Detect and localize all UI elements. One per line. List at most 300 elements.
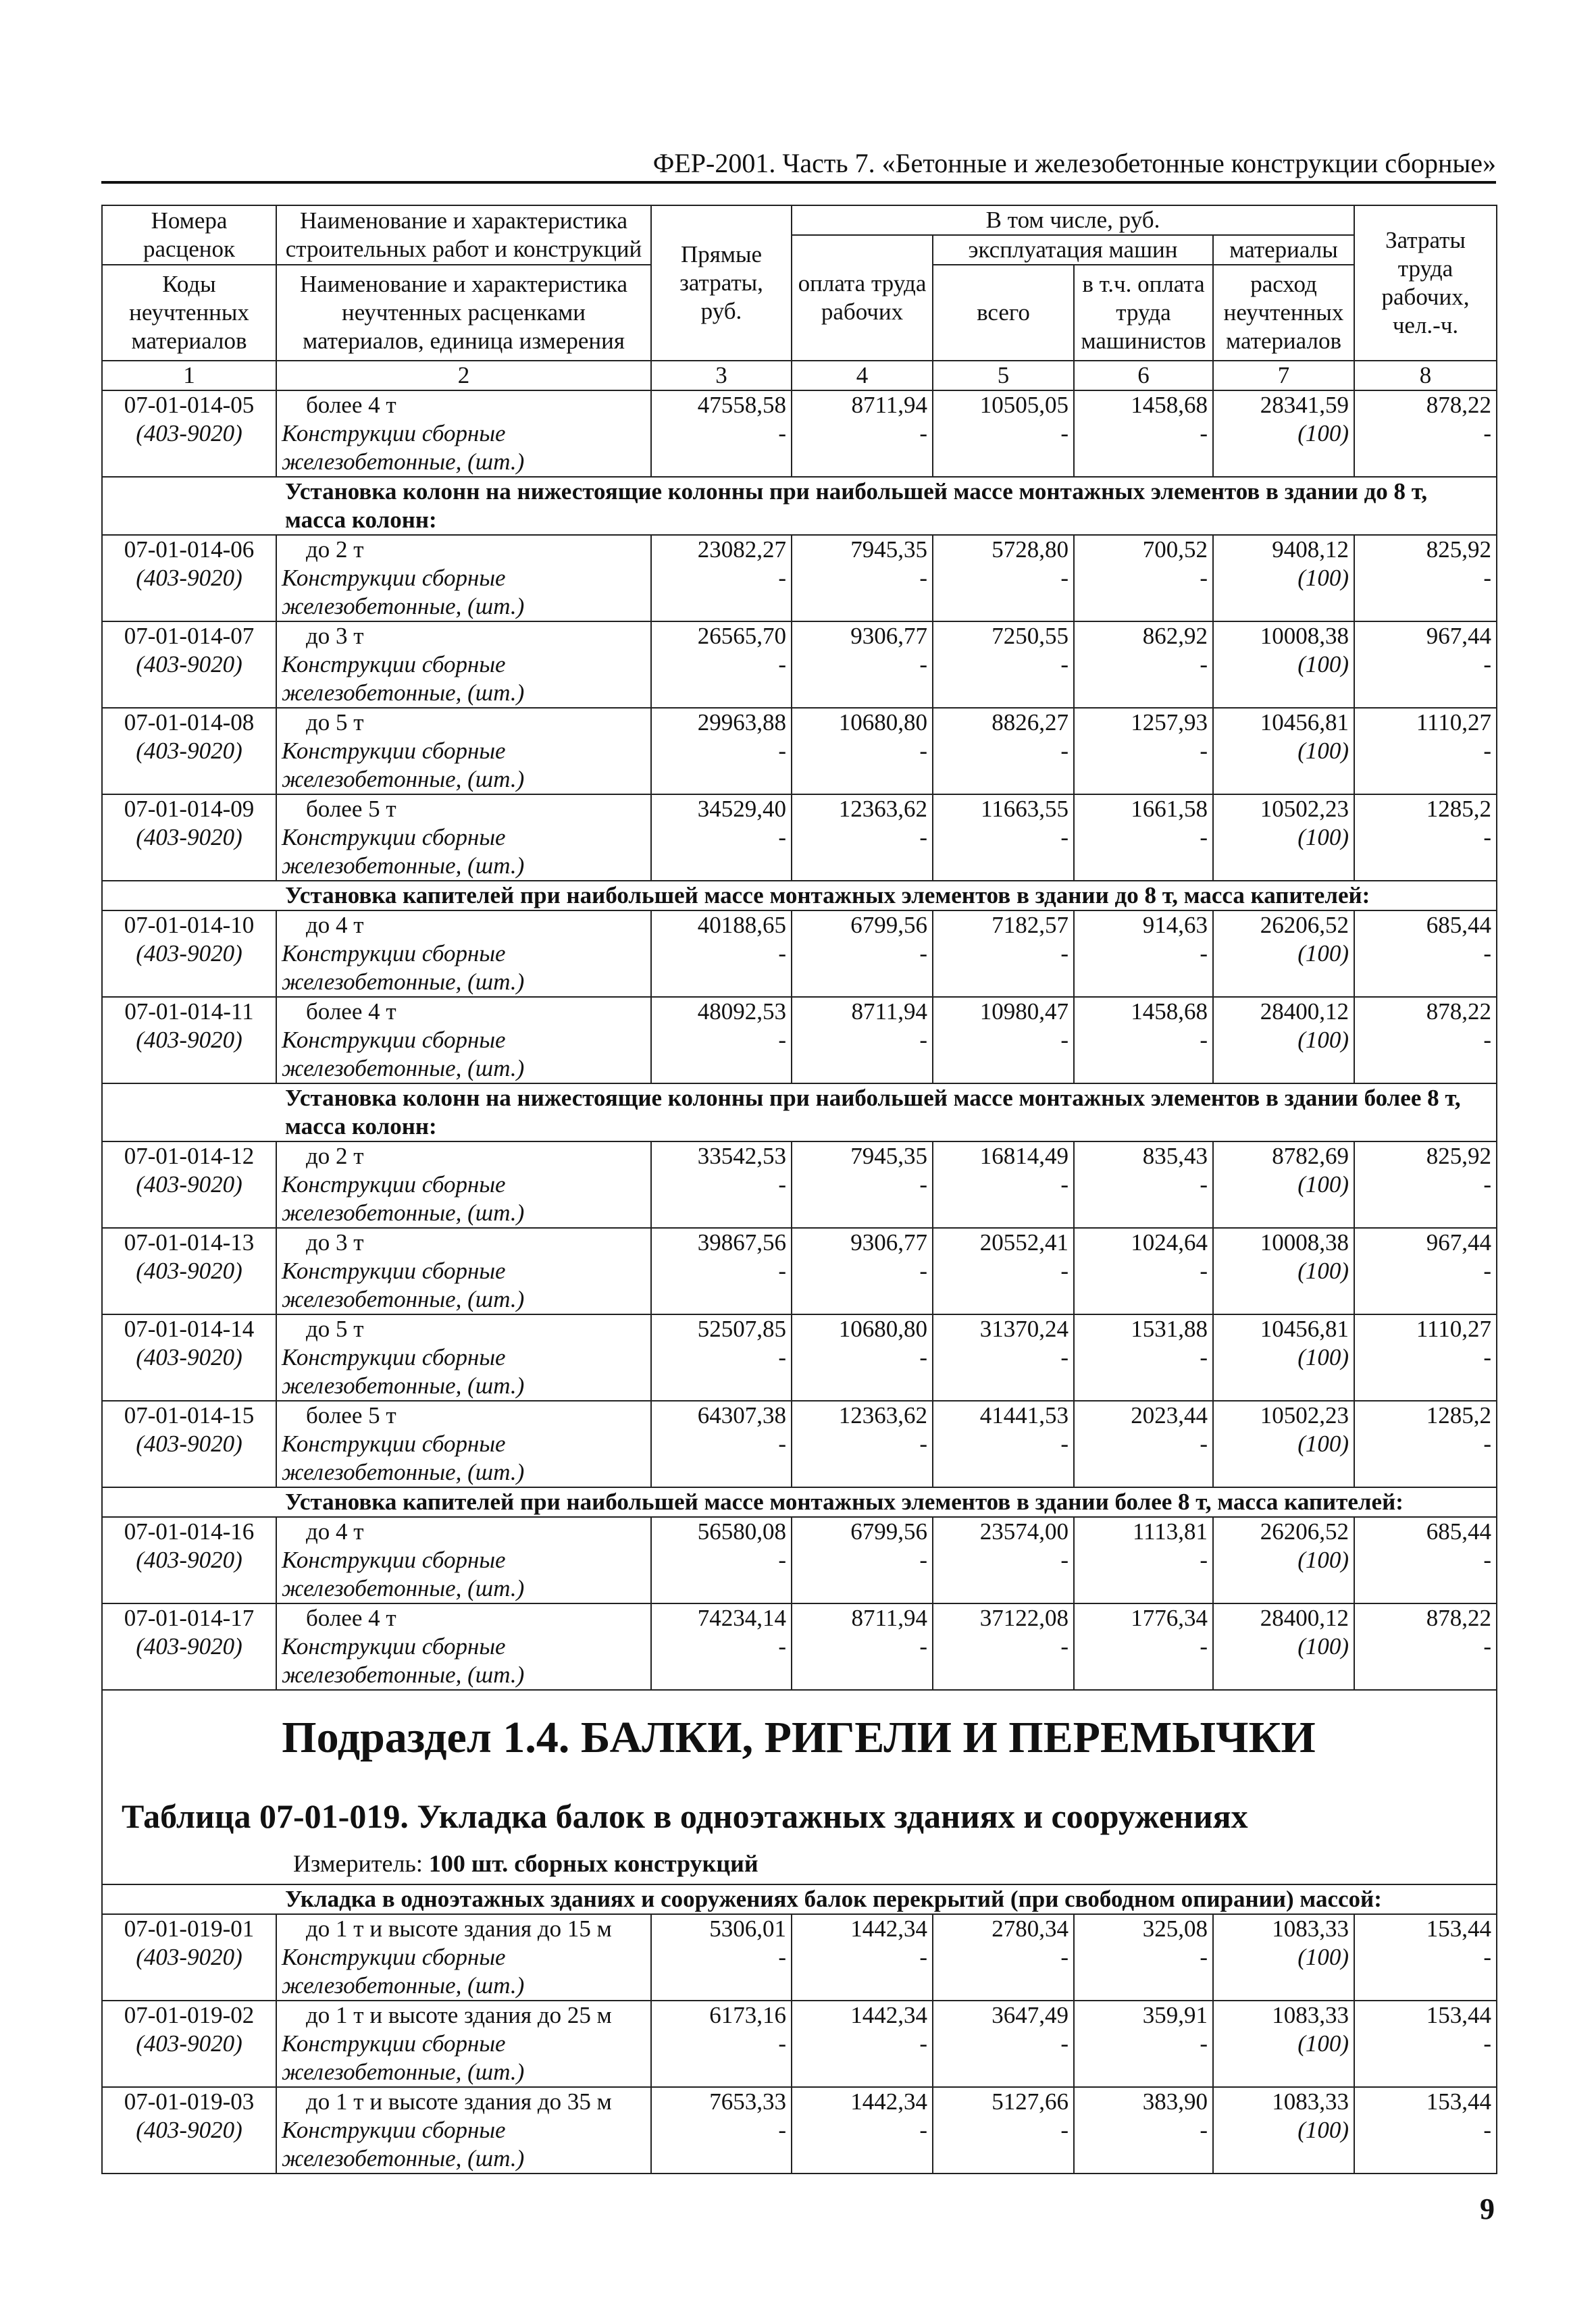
- wages-cell: [792, 708, 933, 794]
- machinists-wages: 1661,58: [1131, 796, 1208, 822]
- machines-total: 37122,08: [979, 1605, 1069, 1631]
- col-header-labor: Затраты труда рабочих, чел.-ч.: [1354, 205, 1497, 361]
- labor: 1110,27: [1416, 709, 1491, 736]
- material-name: Конструкции сборные железобетонные, (шт.): [282, 738, 525, 792]
- col-number: 4: [792, 361, 933, 390]
- dash: -: [919, 1547, 927, 1573]
- table-title: Таблица 07-01-019. Укладка балок в одноэтажных зданиях и сооружениях: [122, 1797, 1248, 1835]
- material-name: Конструкции сборные железобетонные, (шт.): [282, 651, 525, 706]
- dash: -: [1200, 565, 1208, 591]
- work-name: до 1 т и высоте здания до 25 м: [306, 2002, 612, 2028]
- dash: -: [919, 824, 927, 850]
- dash: -: [778, 2117, 786, 2143]
- machines-total: 16814,49: [979, 1143, 1069, 1169]
- work-name-cell: [276, 997, 651, 1083]
- machines-total-cell: [933, 1401, 1074, 1487]
- work-name: до 4 т: [306, 1518, 364, 1545]
- materials: 9408,12: [1272, 536, 1349, 563]
- material-code: (403-9020): [136, 1547, 242, 1573]
- rate-code: 07-01-014-08: [124, 709, 255, 736]
- machines-total-cell: [933, 1228, 1074, 1314]
- dash: -: [778, 1171, 786, 1198]
- direct-costs: 52507,85: [697, 1316, 786, 1342]
- machines-total: 20552,41: [979, 1229, 1069, 1256]
- direct-costs-cell: [651, 2001, 792, 2087]
- machinists-wages-cell: [1074, 910, 1213, 997]
- col-header-materials: материалы: [1213, 235, 1354, 265]
- machines-total: 3647,49: [992, 2002, 1069, 2028]
- machinists-wages-cell: [1074, 1141, 1213, 1228]
- dash: -: [1200, 1344, 1208, 1370]
- dash: -: [919, 1171, 927, 1198]
- wages: 1442,34: [850, 2088, 927, 2115]
- group-header-row: [102, 1884, 1497, 1914]
- dash: -: [1060, 1344, 1069, 1370]
- col-header-work-name: Наименование и характеристика строительных работ и конструкций: [276, 205, 651, 265]
- material-quantity: (100): [1297, 1547, 1349, 1573]
- materials-cell: [1213, 621, 1354, 708]
- dash: -: [778, 1431, 786, 1457]
- dash: -: [1060, 1027, 1069, 1053]
- work-name-cell: [276, 1228, 651, 1314]
- dash: -: [778, 651, 786, 677]
- work-name-cell: [276, 1314, 651, 1401]
- dash: -: [919, 565, 927, 591]
- rate-code: 07-01-014-09: [124, 796, 255, 822]
- table-row: [102, 1141, 1497, 1228]
- material-name: Конструкции сборные железобетонные, (шт.): [282, 1258, 525, 1312]
- dash: -: [1200, 824, 1208, 850]
- machines-total-cell: [933, 910, 1074, 997]
- dash: -: [919, 1344, 927, 1370]
- material-quantity: (100): [1297, 2117, 1349, 2143]
- group-heading: Установка капителей при наибольшей массе монтажных элементов в здании более 8 т, масса капителей:: [102, 1487, 1497, 1517]
- col-header-including: В том числе, руб.: [792, 205, 1354, 235]
- machinists-wages: 1458,68: [1131, 998, 1208, 1025]
- dash: -: [1483, 1547, 1491, 1573]
- material-code: (403-9020): [136, 1944, 242, 1970]
- dash: -: [1060, 2117, 1069, 2143]
- work-name-cell: [276, 1401, 651, 1487]
- labor-cell: [1354, 621, 1497, 708]
- wages: 9306,77: [850, 1229, 927, 1256]
- direct-costs: 47558,58: [697, 392, 786, 418]
- direct-costs: 56580,08: [697, 1518, 786, 1545]
- labor: 153,44: [1426, 1916, 1491, 1942]
- material-code: (403-9020): [136, 1171, 242, 1198]
- materials: 10008,38: [1260, 1229, 1349, 1256]
- rate-code-cell: [102, 1228, 276, 1314]
- materials-cell: [1213, 1517, 1354, 1603]
- dash: -: [919, 2117, 927, 2143]
- col-number: 8: [1354, 361, 1497, 390]
- material-quantity: (100): [1297, 1944, 1349, 1970]
- meter-value: 100 шт. сборных конструкций: [428, 1850, 758, 1877]
- materials: 10502,23: [1260, 796, 1349, 822]
- material-name: Конструкции сборные железобетонные, (шт.): [282, 2030, 525, 2085]
- materials-cell: [1213, 1914, 1354, 2001]
- rate-code-cell: [102, 1141, 276, 1228]
- wages: 12363,62: [838, 1402, 927, 1429]
- dash: -: [1200, 1547, 1208, 1573]
- labor: 878,22: [1426, 392, 1491, 418]
- dash: -: [1200, 1171, 1208, 1198]
- dash: -: [1200, 1258, 1208, 1284]
- rate-code: 07-01-014-07: [124, 623, 255, 649]
- direct-costs-cell: [651, 1314, 792, 1401]
- direct-costs: 5306,01: [709, 1916, 786, 1942]
- dash: -: [778, 940, 786, 967]
- machines-total: 2780,34: [992, 1916, 1069, 1942]
- rate-code-cell: [102, 621, 276, 708]
- dash: -: [1483, 420, 1491, 446]
- rate-code-cell: [102, 1314, 276, 1401]
- machinists-wages-cell: [1074, 2087, 1213, 2174]
- materials: 10456,81: [1260, 1316, 1349, 1342]
- direct-costs-cell: [651, 1914, 792, 2001]
- dash: -: [778, 1944, 786, 1970]
- dash: -: [1483, 1258, 1491, 1284]
- labor-cell: [1354, 997, 1497, 1083]
- dash: -: [1200, 1027, 1208, 1053]
- materials: 28341,59: [1260, 392, 1349, 418]
- machines-total-cell: [933, 794, 1074, 881]
- group-header-row: [102, 881, 1497, 910]
- dash: -: [778, 565, 786, 591]
- work-name: более 4 т: [306, 1605, 396, 1631]
- machinists-wages-cell: [1074, 794, 1213, 881]
- direct-costs: 48092,53: [697, 998, 786, 1025]
- wages-cell: [792, 2087, 933, 2174]
- col-header-machinists-wages: в т.ч. оплата труда машинистов: [1074, 265, 1213, 361]
- machinists-wages-cell: [1074, 535, 1213, 621]
- rate-code-cell: [102, 794, 276, 881]
- work-name: до 2 т: [306, 536, 364, 563]
- dash: -: [919, 420, 927, 446]
- material-code: (403-9020): [136, 1258, 242, 1284]
- rate-code-cell: [102, 1401, 276, 1487]
- wages-cell: [792, 1141, 933, 1228]
- machines-total: 41441,53: [979, 1402, 1069, 1429]
- material-quantity: (100): [1297, 1258, 1349, 1284]
- group-header-row: [102, 477, 1497, 535]
- wages: 6799,56: [850, 1518, 927, 1545]
- rate-code: 07-01-014-14: [124, 1316, 255, 1342]
- materials: 10008,38: [1260, 623, 1349, 649]
- dash: -: [778, 1344, 786, 1370]
- machines-total: 23574,00: [979, 1518, 1069, 1545]
- direct-costs-cell: [651, 1141, 792, 1228]
- dash: -: [778, 1027, 786, 1053]
- rate-code: 07-01-014-05: [124, 392, 255, 418]
- labor: 878,22: [1426, 1605, 1491, 1631]
- wages: 8711,94: [851, 392, 927, 418]
- machinists-wages: 862,92: [1142, 623, 1208, 649]
- rate-code-cell: [102, 997, 276, 1083]
- group-header-row: [102, 1083, 1497, 1141]
- table-row: [102, 535, 1497, 621]
- direct-costs: 7653,33: [709, 2088, 786, 2115]
- dash: -: [1060, 738, 1069, 764]
- labor-cell: [1354, 1141, 1497, 1228]
- materials: 1083,33: [1272, 1916, 1349, 1942]
- work-name-cell: [276, 621, 651, 708]
- labor: 967,44: [1426, 1229, 1491, 1256]
- material-code: (403-9020): [136, 738, 242, 764]
- wages-cell: [792, 2001, 933, 2087]
- rate-code-cell: [102, 2001, 276, 2087]
- machinists-wages: 1458,68: [1131, 392, 1208, 418]
- rate-code-cell: [102, 910, 276, 997]
- materials-cell: [1213, 1314, 1354, 1401]
- col-number: 3: [651, 361, 792, 390]
- dash: -: [919, 1944, 927, 1970]
- dash: -: [1200, 1633, 1208, 1660]
- machines-total-cell: [933, 708, 1074, 794]
- wages: 7945,35: [850, 536, 927, 563]
- materials-cell: [1213, 794, 1354, 881]
- direct-costs-cell: [651, 2087, 792, 2174]
- wages-cell: [792, 910, 933, 997]
- material-name: Конструкции сборные железобетонные, (шт.): [282, 1633, 525, 1688]
- direct-costs-cell: [651, 1517, 792, 1603]
- group-header-row: [102, 1487, 1497, 1517]
- labor-cell: [1354, 390, 1497, 477]
- table-row: [102, 1401, 1497, 1487]
- dash: -: [1483, 2117, 1491, 2143]
- material-code: (403-9020): [136, 565, 242, 591]
- machinists-wages-cell: [1074, 1517, 1213, 1603]
- table-row: [102, 2001, 1497, 2087]
- materials: 1083,33: [1272, 2002, 1349, 2028]
- dash: -: [1200, 738, 1208, 764]
- machinists-wages-cell: [1074, 390, 1213, 477]
- wages: 1442,34: [850, 1916, 927, 1942]
- col-number: 1: [102, 361, 276, 390]
- rate-code: 07-01-014-11: [124, 998, 254, 1025]
- table-row: [102, 621, 1497, 708]
- machinists-wages-cell: [1074, 1314, 1213, 1401]
- dash: -: [1060, 1171, 1069, 1198]
- wages-cell: [792, 1914, 933, 2001]
- dash: -: [919, 1027, 927, 1053]
- machinists-wages-cell: [1074, 621, 1213, 708]
- wages-cell: [792, 1517, 933, 1603]
- machinists-wages: 359,91: [1142, 2002, 1208, 2028]
- wages: 6799,56: [850, 912, 927, 938]
- material-name: Конструкции сборные железобетонные, (шт.): [282, 1171, 525, 1226]
- dash: -: [1060, 940, 1069, 967]
- material-code: (403-9020): [136, 1431, 242, 1457]
- dash: -: [1483, 1027, 1491, 1053]
- material-code: (403-9020): [136, 940, 242, 967]
- rate-code: 07-01-019-01: [124, 1916, 255, 1942]
- machines-total-cell: [933, 621, 1074, 708]
- rate-code-cell: [102, 535, 276, 621]
- machinists-wages-cell: [1074, 997, 1213, 1083]
- work-name-cell: [276, 794, 651, 881]
- direct-costs-cell: [651, 1228, 792, 1314]
- work-name-cell: [276, 1914, 651, 2001]
- wages-cell: [792, 1314, 933, 1401]
- subsection-title: Подраздел 1.4. БАЛКИ, РИГЕЛИ И ПЕРЕМЫЧКИ: [282, 1713, 1316, 1762]
- materials-cell: [1213, 997, 1354, 1083]
- work-name-cell: [276, 708, 651, 794]
- dash: -: [919, 651, 927, 677]
- machines-total: 8826,27: [992, 709, 1069, 736]
- direct-costs: 26565,70: [697, 623, 786, 649]
- machinists-wages-cell: [1074, 1228, 1213, 1314]
- table-row: [102, 1517, 1497, 1603]
- labor-cell: [1354, 910, 1497, 997]
- work-name: до 2 т: [306, 1143, 364, 1169]
- col-header-rate-numbers: Номера расценок: [102, 205, 276, 265]
- work-name-cell: [276, 535, 651, 621]
- material-name: Конструкции сборные железобетонные, (шт.): [282, 1344, 525, 1399]
- materials-cell: [1213, 708, 1354, 794]
- rate-code-cell: [102, 708, 276, 794]
- col-number: 5: [933, 361, 1074, 390]
- col-header-material-codes: Коды неучтенных материалов: [102, 265, 276, 361]
- meter-line: [293, 1849, 758, 1878]
- dash: -: [919, 1258, 927, 1284]
- direct-costs: 34529,40: [697, 796, 786, 822]
- direct-costs: 23082,27: [697, 536, 786, 563]
- machinists-wages-cell: [1074, 1401, 1213, 1487]
- labor-cell: [1354, 1228, 1497, 1314]
- running-header: ФЕР-2001. Часть 7. «Бетонные и железобетонные конструкции сборные»: [652, 148, 1496, 178]
- material-quantity: (100): [1297, 2030, 1349, 2057]
- labor: 878,22: [1426, 998, 1491, 1025]
- dash: -: [1200, 940, 1208, 967]
- direct-costs: 6173,16: [709, 2002, 786, 2028]
- dash: -: [919, 940, 927, 967]
- material-code: (403-9020): [136, 1633, 242, 1660]
- rates-table: [101, 205, 1497, 1691]
- direct-costs: 29963,88: [697, 709, 786, 736]
- rate-code: 07-01-014-15: [124, 1402, 255, 1429]
- table-row: [102, 1314, 1497, 1401]
- material-code: (403-9020): [136, 1027, 242, 1053]
- labor: 1285,2: [1426, 1402, 1491, 1429]
- machinists-wages: 1531,88: [1131, 1316, 1208, 1342]
- direct-costs-cell: [651, 997, 792, 1083]
- direct-costs-cell: [651, 390, 792, 477]
- rate-code-cell: [102, 1914, 276, 2001]
- rate-code: 07-01-014-06: [124, 536, 255, 563]
- material-quantity: (100): [1297, 1431, 1349, 1457]
- rate-code: 07-01-014-12: [124, 1143, 255, 1169]
- machines-total-cell: [933, 535, 1074, 621]
- table-row: [102, 910, 1497, 997]
- wages-cell: [792, 621, 933, 708]
- machinists-wages-cell: [1074, 1914, 1213, 2001]
- col-header-material-name: Наименование и характеристика неучтенных расценками материалов, единица измерения: [276, 265, 651, 361]
- wages-cell: [792, 794, 933, 881]
- dash: -: [1483, 1431, 1491, 1457]
- direct-costs-cell: [651, 621, 792, 708]
- labor-cell: [1354, 1401, 1497, 1487]
- direct-costs: 33542,53: [697, 1143, 786, 1169]
- table-row: [102, 2087, 1497, 2174]
- dash: -: [1060, 1258, 1069, 1284]
- wages-cell: [792, 1401, 933, 1487]
- dash: -: [1060, 824, 1069, 850]
- machinists-wages: 1024,64: [1131, 1229, 1208, 1256]
- labor-cell: [1354, 2001, 1497, 2087]
- dash: -: [1483, 1344, 1491, 1370]
- material-name: Конструкции сборные железобетонные, (шт.): [282, 2117, 525, 2171]
- machines-total-cell: [933, 390, 1074, 477]
- machinists-wages: 1113,81: [1132, 1518, 1208, 1545]
- work-name: более 5 т: [306, 796, 396, 822]
- dash: -: [778, 420, 786, 446]
- dash: -: [778, 824, 786, 850]
- labor: 685,44: [1426, 912, 1491, 938]
- col-number: 6: [1074, 361, 1213, 390]
- rate-code-cell: [102, 1517, 276, 1603]
- machinists-wages: 383,90: [1142, 2088, 1208, 2115]
- machines-total: 5127,66: [992, 2088, 1069, 2115]
- wages: 10680,80: [838, 1316, 927, 1342]
- labor: 825,92: [1426, 536, 1491, 563]
- col-number: 2: [276, 361, 651, 390]
- material-name: Конструкции сборные железобетонные, (шт.): [282, 1431, 525, 1485]
- work-name: более 4 т: [306, 998, 396, 1025]
- wages-cell: [792, 535, 933, 621]
- wages: 9306,77: [850, 623, 927, 649]
- machinists-wages: 1776,34: [1131, 1605, 1208, 1631]
- rate-code: 07-01-019-03: [124, 2088, 255, 2115]
- materials: 10502,23: [1260, 1402, 1349, 1429]
- header-rule: [101, 181, 1496, 184]
- dash: -: [919, 1431, 927, 1457]
- table-row: [102, 708, 1497, 794]
- materials: 26206,52: [1260, 912, 1349, 938]
- materials: 28400,12: [1260, 998, 1349, 1025]
- col-header-wages: оплата труда рабочих: [792, 235, 933, 361]
- material-quantity: (100): [1297, 1344, 1349, 1370]
- wages: 10680,80: [838, 709, 927, 736]
- materials-cell: [1213, 390, 1354, 477]
- work-name-cell: [276, 2087, 651, 2174]
- page-number: 9: [1480, 2192, 1495, 2226]
- material-code: (403-9020): [136, 2117, 242, 2143]
- rate-code: 07-01-014-17: [124, 1605, 255, 1631]
- labor-cell: [1354, 1914, 1497, 2001]
- work-name: до 1 т и высоте здания до 35 м: [306, 2088, 612, 2115]
- material-name: Конструкции сборные железобетонные, (шт.): [282, 824, 525, 879]
- direct-costs: 39867,56: [697, 1229, 786, 1256]
- direct-costs-cell: [651, 535, 792, 621]
- dash: -: [1483, 824, 1491, 850]
- work-name-cell: [276, 1141, 651, 1228]
- work-name: до 3 т: [306, 1229, 364, 1256]
- machines-total: 11663,55: [981, 796, 1069, 822]
- material-quantity: (100): [1297, 824, 1349, 850]
- dash: -: [1060, 420, 1069, 446]
- col-number: 7: [1213, 361, 1354, 390]
- materials: 8782,69: [1272, 1143, 1349, 1169]
- material-quantity: (100): [1297, 738, 1349, 764]
- machines-total: 7182,57: [992, 912, 1069, 938]
- labor: 153,44: [1426, 2002, 1491, 2028]
- direct-costs: 40188,65: [697, 912, 786, 938]
- table-row: [102, 794, 1497, 881]
- dash: -: [778, 1633, 786, 1660]
- machines-total-cell: [933, 997, 1074, 1083]
- material-code: (403-9020): [136, 1344, 242, 1370]
